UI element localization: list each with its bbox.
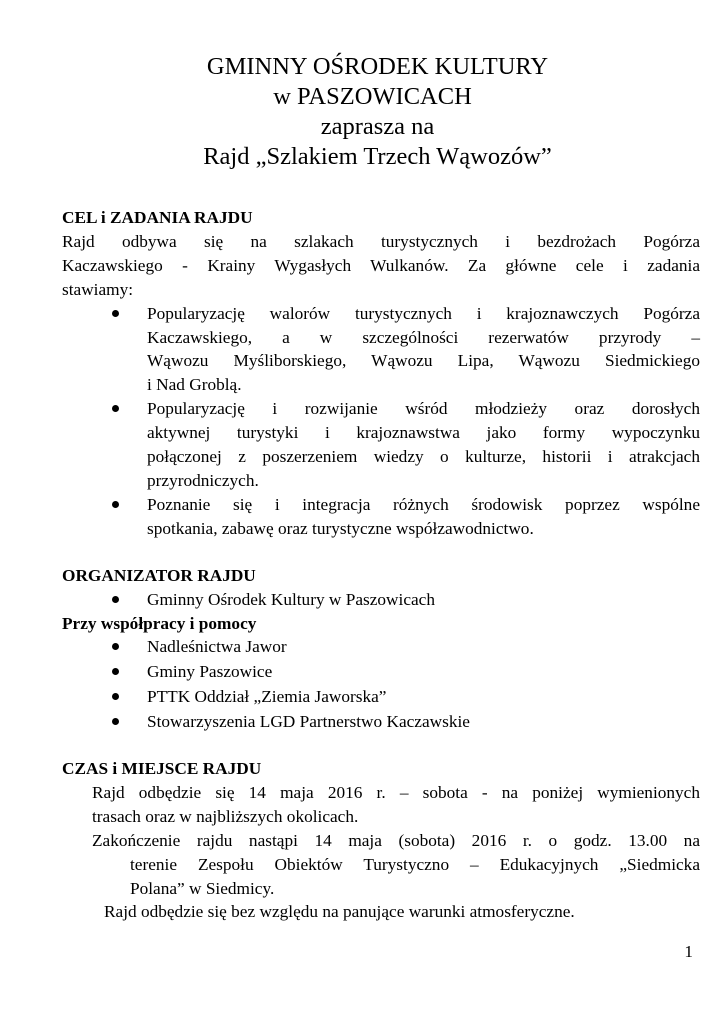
organizer-name: Gminny Ośrodek Kultury w Paszowicach [147, 589, 435, 609]
header-event-name: Rajd „Szlakiem Trzech Wąwozów” [203, 143, 552, 170]
list-item [62, 397, 700, 493]
text-line: trasach oraz w najbliższych okolicach. [92, 806, 359, 826]
header-invitation: zaprasza na [320, 113, 435, 140]
partner-name: Gminy Paszowice [147, 662, 273, 682]
bullet-icon [112, 643, 119, 650]
text-line: Rajd odbędzie się 14 maja 2016 r. – sobota - na poniżej wymienionych [92, 782, 700, 802]
section-heading-organizer: ORGANIZATOR RAJDU [62, 565, 256, 585]
goals-intro [62, 230, 700, 302]
section-time-place [62, 757, 700, 924]
bullet-icon [112, 718, 119, 725]
list-item [62, 710, 700, 734]
list-item [62, 588, 700, 612]
text-line: Popularyzację walorów turystycznych i krajoznawczych Pogórza [147, 303, 700, 323]
section-subheading-partners: Przy współpracy i pomocy [62, 613, 257, 633]
list-item [62, 302, 700, 398]
list-item [62, 493, 700, 541]
partner-name: Nadleśnictwa Jawor [147, 637, 287, 657]
text-line: przyrodniczych. [147, 470, 259, 490]
text-line: Zakończenie rajdu nastąpi 14 maja (sobota) 2016 r. o godz. 13.00 na [92, 830, 700, 850]
page-number: 1 [684, 942, 693, 961]
bullet-icon [112, 501, 119, 508]
text-line: Kaczawskiego, a w szczególności rezerwatów przyrody – [147, 327, 700, 347]
list-item [62, 635, 700, 659]
list-item [62, 685, 700, 709]
bullet-icon [112, 693, 119, 700]
text-line: Popularyzację i rozwijanie wśród młodzieży oraz dorosłych [147, 399, 700, 419]
partner-name: Stowarzyszenia LGD Partnerstwo Kaczawskie [147, 712, 470, 732]
section-heading-goals: CEL i ZADANIA RAJDU [62, 208, 253, 227]
text-line: Wąwozu Myśliborskiego, Wąwozu Lipa, Wąwozu Siedmickiego [147, 351, 700, 371]
text-line: połączonej z poszerzeniem wiedzy o kulturze, historii i atrakcjach [147, 447, 700, 467]
paragraph: Rajd odbędzie się bez względu na panujące warunki atmosferyczne. [104, 902, 575, 922]
text-line: terenie Zespołu Obiektów Turystyczno – Edukacyjnych „Siedmicka [130, 854, 700, 874]
text-line: stawiamy: [62, 279, 134, 299]
text-line: Poznanie się i integracja różnych środowisk poprzez wspólne [147, 494, 700, 514]
section-heading-time-place: CZAS i MIEJSCE RAJDU [62, 759, 262, 779]
header-title: GMINNY OŚRODEK KULTURY [206, 53, 549, 80]
paragraph [62, 781, 700, 829]
text-line: Rajd odbywa się na szlakach turystycznych i bezdrożach Pogórza [62, 231, 700, 251]
text-line: Polana” w Siedmicy. [130, 878, 275, 898]
goals-list [62, 302, 700, 541]
bullet-icon [112, 310, 119, 317]
partners-list [62, 635, 700, 734]
text-line: spotkania, zabawę oraz turystyczne współzawodnictwo. [147, 518, 534, 538]
partner-name: PTTK Oddział „Ziemia Jaworska” [147, 687, 387, 707]
paragraph [62, 829, 700, 901]
document-header [0, 52, 725, 172]
organizer-list [62, 588, 700, 612]
header-location: w PASZOWICACH [273, 83, 472, 110]
bullet-icon [112, 668, 119, 675]
text-line: i Nad Groblą. [147, 375, 242, 395]
bullet-icon [112, 405, 119, 412]
text-line: aktywnej turystyki i krajoznawstwa jako formy wypoczynku [147, 423, 700, 443]
document-body [62, 206, 700, 924]
text-line: Kaczawskiego - Krainy Wygasłych Wulkanów. Za główne cele i zadania [62, 255, 700, 275]
bullet-icon [112, 596, 119, 603]
list-item [62, 660, 700, 684]
